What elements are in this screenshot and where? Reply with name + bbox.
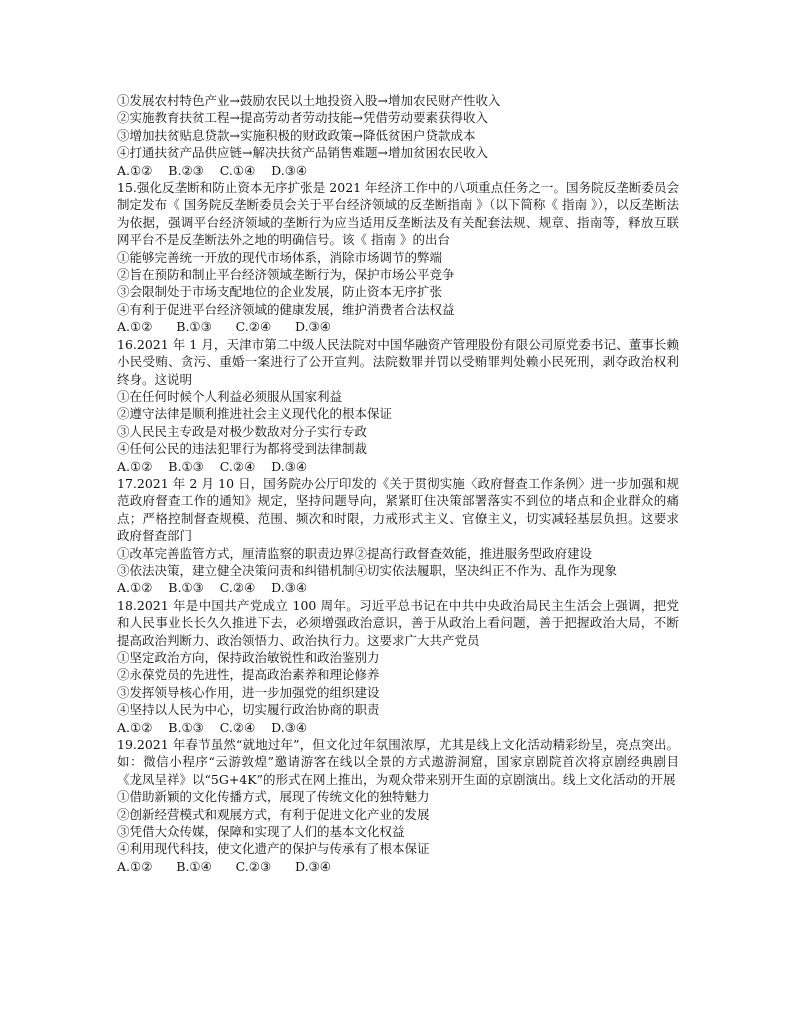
option-4: ④利用现代科技，使文化遗产的保护与传承有了根本保证 bbox=[117, 841, 430, 857]
answer-choices: A.①② B.②③ C.①④ D.③④ bbox=[117, 162, 308, 178]
question-stem: 16.2021 年 1 月，天津市第二中级人民法院对中国华融资产管理股份有限公司原党委书记、董事长赖小民受贿、贪污、重婚一案进行了公开宣判。法院数罪并罚以受贿罪判处赖小民死刑，剥夺政治权利终身。这说明 bbox=[117, 336, 679, 387]
option-1: ①发展农村特色产业→鼓励农民以土地投资入股→增加农民财产性收入 bbox=[117, 93, 501, 108]
question-stem: 17.2021 年 2 月 10 日，国务院办公厅印发的《关于贯彻实施〈政府督查工作条例〉进一步加强和规范政府督查工作的通知》规定，坚持问题导向，紧紧盯住决策部署落实不到位的堵点和企业群众的痛点；严格控制督查规模、范围、频次和时限，力戒形式主义、官僚主义，切实减轻基层负担。这要求政府督查部门 bbox=[117, 475, 679, 544]
option-3: ③人民民主专政是对极少数敌对分子实行专政 bbox=[117, 423, 368, 439]
question-stem: 15.强化反垄断和防止资本无序扩张是 2021 年经济工作中的八项重点任务之一。国务院反垄断委员会制定发布《 国务院反垄断委员会关于平台经济领域的反垄断指南 》（以下简称《 指南 》），以反垄断法为依据，强调平台经济领域的垄断行为应当适用反垄断法及有关配套法规、规章、指南等，释放互联网平台不是反垄断法外之地的明确信号。该《 指南 》的出台 bbox=[117, 180, 679, 248]
question-18 bbox=[117, 597, 679, 736]
answer-choices: A.①② B.①③ C.②④ D.③④ bbox=[117, 319, 331, 335]
question-17 bbox=[117, 475, 679, 597]
answer-choices: A.①② B.①③ C.②④ D.③④ bbox=[117, 580, 308, 596]
answer-choices: A.①② B.①④ C.②③ D.③④ bbox=[117, 858, 331, 874]
option-1: ①能够完善统一开放的现代市场体系，消除市场调节的弊端 bbox=[117, 249, 443, 265]
answer-choices: A.①② B.①③ C.②④ D.③④ bbox=[117, 719, 308, 735]
option-3: ③会限制处于市场支配地位的企业发展，防止资本无序扩张 bbox=[117, 284, 443, 300]
option-4: ④有利于促进平台经济领域的健康发展，维护消费者合法权益 bbox=[117, 301, 455, 317]
option-2: ②永葆党员的先进性，提高政治素养和理论修养 bbox=[117, 667, 380, 683]
option-row-1: ①改革完善监管方式，厘清监察的职责边界②提高行政督查效能，推进服务型政府建设 bbox=[117, 545, 593, 561]
option-2: ②创新经营模式和观展方式，有利于促进文化产业的发展 bbox=[117, 806, 430, 822]
option-4: ④打通扶贫产品供应链→解决扶贫产品销售难题→增加贫困农民收入 bbox=[117, 145, 488, 161]
option-2: ②旨在预防和制止平台经济领域垄断行为，保护市场公平竞争 bbox=[117, 267, 455, 283]
option-4: ④坚持以人民为中心，切实履行政治协商的职责 bbox=[117, 702, 380, 718]
option-1: ①坚定政治方向，保持政治敏锐性和政治鉴别力 bbox=[117, 650, 380, 665]
option-3: ③增加扶贫贴息贷款→实施积极的财政政策→降低贫困户贷款成本 bbox=[117, 127, 476, 143]
option-2: ②实施教育扶贫工程→提高劳动者劳动技能→凭借劳动要素获得收入 bbox=[117, 110, 488, 126]
option-2: ②遵守法律是顺利推进社会主义现代化的根本保证 bbox=[117, 406, 393, 422]
question-19 bbox=[117, 736, 679, 875]
option-1: ①借助新颖的文化传播方式，展现了传统文化的独特魅力 bbox=[117, 789, 430, 805]
question-16 bbox=[117, 336, 679, 475]
question-15 bbox=[117, 179, 679, 336]
option-3: ③发挥领导核心作用，进一步加强党的组织建设 bbox=[117, 684, 380, 700]
option-4: ④任何公民的违法犯罪行为都将受到法律制裁 bbox=[117, 441, 368, 457]
answer-choices: A.①② B.①③ C.②④ D.③④ bbox=[117, 458, 308, 474]
option-1: ①在任何时候个人利益必须服从国家利益 bbox=[117, 388, 343, 404]
option-row-2: ③依法决策，建立健全决策问责和纠错机制④切实依法履职，坚决纠正不作为、乱作为现象 bbox=[117, 562, 618, 578]
question-stem: 19.2021 年春节虽然“就地过年”，但文化过年氛围浓厚，尤其是线上文化活动精彩纷呈，亮点突出。如：微信小程序“云游敦煌”邀请游客在线以全景的方式遨游洞窟，国家京剧院首次将京剧经典剧目《龙凤呈祥》以“5G+4K”的形式在网上推出，为观众带来别开生面的京剧演出。线上文化活动的开展 bbox=[117, 737, 679, 787]
option-3: ③凭借大众传媒，保障和实现了人们的基本文化权益 bbox=[117, 824, 405, 840]
question-stem: 18.2021 年是中国共产党成立 100 周年。习近平总书记在中共中央政治局民主生活会上强调，把党和人民事业长长久久推进下去，必须增强政治意识，善于从政治上看问题，善于把握政治大局，不断提高政治判断力、政治领悟力、政治执行力。这要求广大共产党员 bbox=[117, 597, 679, 648]
question-14 bbox=[117, 92, 679, 179]
exam-page bbox=[117, 92, 679, 875]
